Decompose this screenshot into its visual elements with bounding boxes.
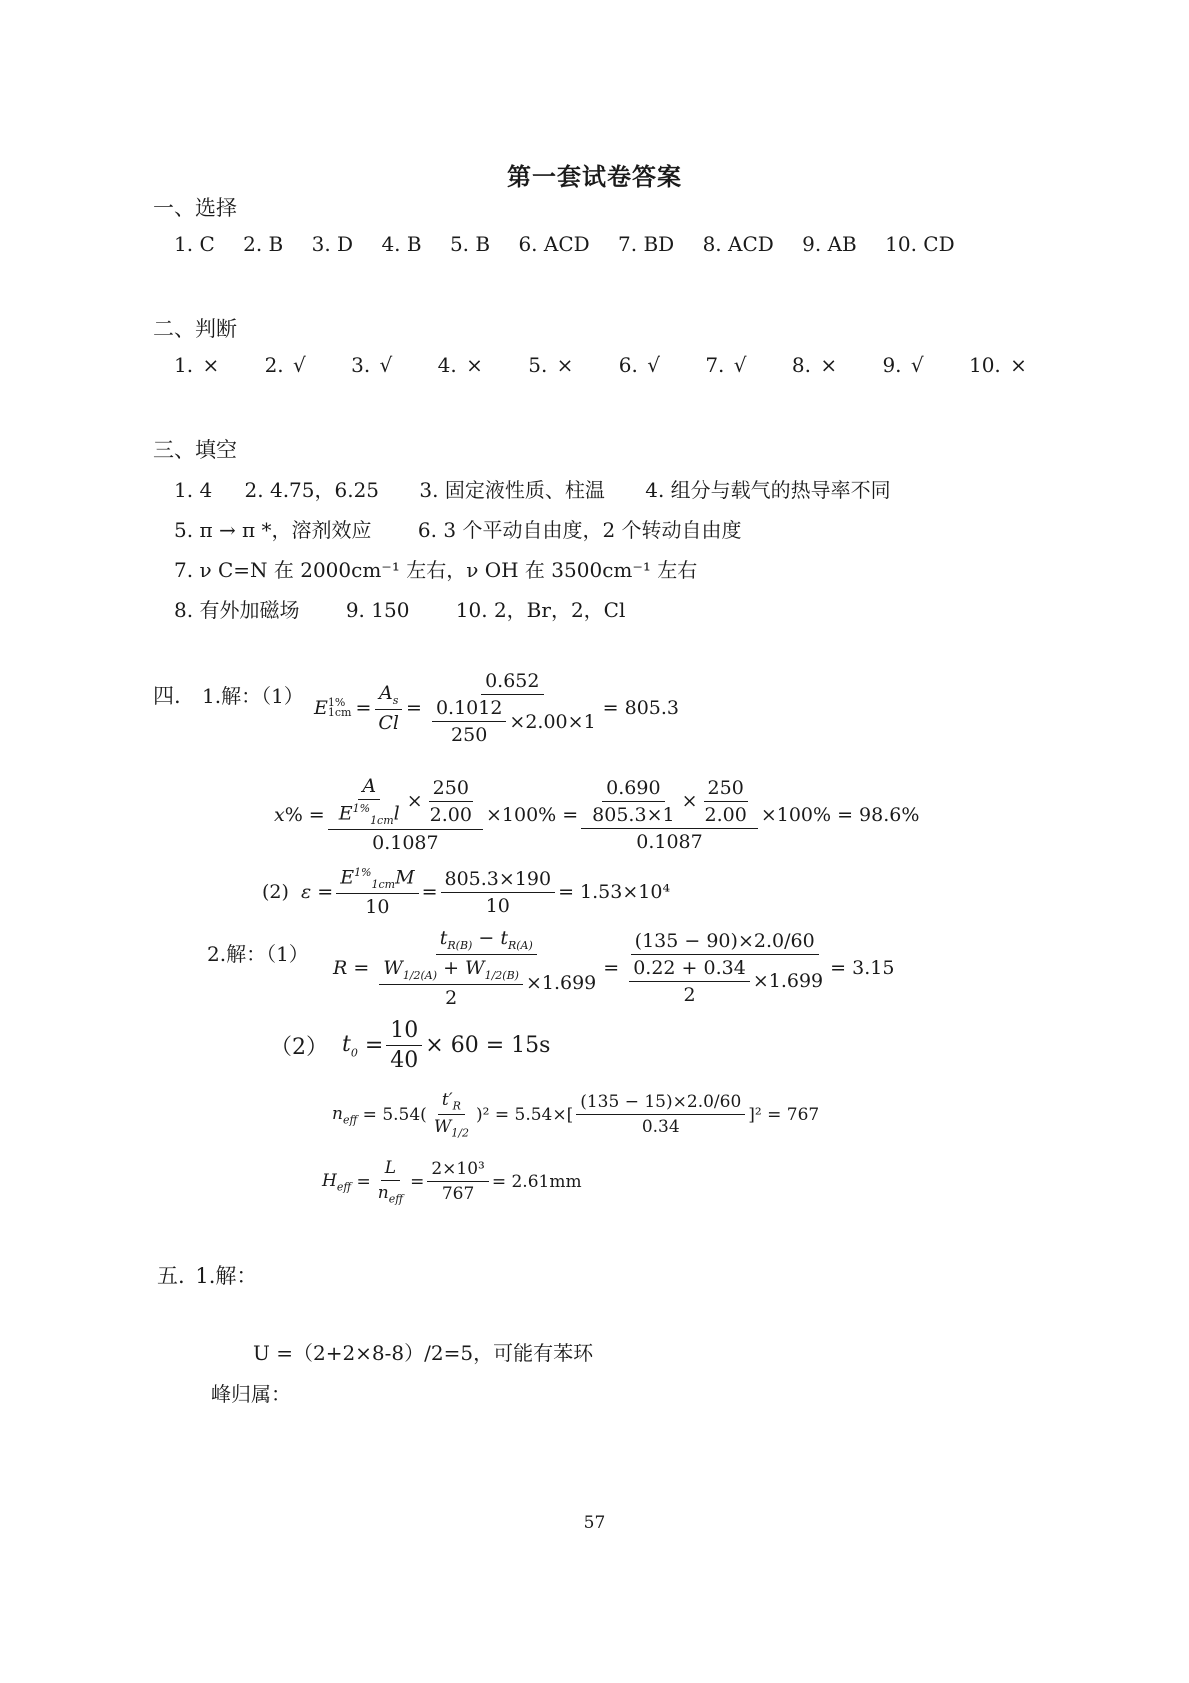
answer-item: 4. × xyxy=(437,353,483,377)
section-1-heading: 一、选择 xyxy=(153,196,237,220)
answer-item: 6. √ xyxy=(618,353,660,377)
fill-item: 1. 4 xyxy=(174,478,213,502)
answer-item: 3. √ xyxy=(351,353,393,377)
answer-item: 9. √ xyxy=(882,353,924,377)
section-5-heading: 五. 1.解： xyxy=(157,1264,258,1288)
formula-dead-time: （2） $t_0$ = $\frac{10}{40}$ × 60 = 15s xyxy=(270,1018,551,1073)
answer-item: 1. × xyxy=(174,353,220,377)
fill-line-2 xyxy=(174,514,742,543)
answer-item: 5. B xyxy=(449,232,491,256)
formula-content-percent: x % = $\frac{A}{E^{1\%}_{1cm}l}$ × $\frac{250}{2.00}$ 0.1087 ×100% = $\frac{0.690}{805.3\times 1}$ × $\frac{250}{2.00}$ 0.1087 ×100% = 98.6% xyxy=(274,775,920,855)
fill-item: 6. 3 个平动自由度，2 个转动自由度 xyxy=(417,518,742,542)
section-4-heading: 四. xyxy=(153,684,181,708)
fill-item: 9. 150 xyxy=(345,598,410,622)
section-2-heading: 二、判断 xyxy=(153,317,237,341)
answer-item: 2. B xyxy=(243,232,284,256)
answer-item: 8. × xyxy=(791,353,838,377)
answer-item: 2. √ xyxy=(264,353,306,377)
answer-item: 4. B xyxy=(381,232,422,256)
answer-item: 7. BD xyxy=(618,232,675,256)
fill-item: 2. 4.75，6.25 xyxy=(244,478,380,502)
formula-absorptivity: E 1% 1cm = $\frac{A_s}{Cl}$ = 0.652 $\frac{0.1012}{250}$ ×2.00×1 = 805.3 xyxy=(314,670,680,746)
fill-line-1 xyxy=(174,474,891,503)
fill-line-4 xyxy=(174,594,625,623)
fill-item: 3. 固定液性质、柱温 xyxy=(419,478,605,502)
fill-item: 8. 有外加磁场 xyxy=(174,598,300,622)
answer-item: 6. ACD xyxy=(518,232,590,256)
answer-item: 10. CD xyxy=(885,232,955,256)
answer-item: 5. × xyxy=(528,353,574,377)
section-2-answers xyxy=(174,353,1027,377)
answer-item: 3. D xyxy=(311,232,354,256)
formula-effective-plates: $n_{eff}$ = 5.54( $\frac{t'_R}{W_{1/2}}$ )² = 5.54×[ $\frac{(135 - 15)\times 2.0/60}{0.34}$ ]² = 767 xyxy=(332,1090,820,1140)
section-3-heading: 三、填空 xyxy=(153,438,237,462)
problem-1-label: 1.解：（1） xyxy=(202,684,304,708)
answer-item: 9. AB xyxy=(802,232,857,256)
answer-item: 8. ACD xyxy=(702,232,774,256)
formula-molar-absorptivity: (2) ε = $\frac{E^{1\%}_{1cm}M}{10}$ = $\frac{805.3\times 190}{10}$ = 1.53×10⁴ xyxy=(262,866,671,919)
fill-item: 4. 组分与载气的热导率不同 xyxy=(645,478,891,502)
section-1-answers xyxy=(174,232,977,256)
peak-assignment-label: 峰归属： xyxy=(211,1382,291,1406)
formula-plate-height: $H_{eff}$ = $\frac{L}{n_{eff}}$ = $\frac{\text{2×10³}}{767}$ = 2.61mm xyxy=(322,1158,582,1206)
fill-item: 10. 2，Br，2，Cl xyxy=(455,598,626,622)
answer-item: 7. √ xyxy=(705,353,747,377)
answer-item: 1. C xyxy=(174,232,215,256)
page-title: 第一套试卷答案 xyxy=(507,162,682,191)
fill-line-3: 7. ν C=N 在 2000cm⁻¹ 左右，ν OH 在 3500cm⁻¹ 左右 xyxy=(174,558,698,582)
problem-2-label: 2.解：（1） xyxy=(207,942,309,966)
fill-item: 5. π → π *，溶剂效应 xyxy=(174,518,372,542)
page-number: 57 xyxy=(583,1513,606,1533)
answer-item: 10. × xyxy=(968,353,1027,377)
formula-resolution: R = $t_{R(B)} - t_{R(A)}$ $\frac{W_{1/2(A)} + W_{1/2(B)}}{2}$ ×1.699 = (135 − 90)×2.0/60 $\frac{0.22 + 0.34}{2}$ ×1.699 = 3.15 xyxy=(333,927,895,1009)
unsaturation-line: U =（2+2×8-8）/2=5，可能有苯环 xyxy=(253,1341,594,1365)
